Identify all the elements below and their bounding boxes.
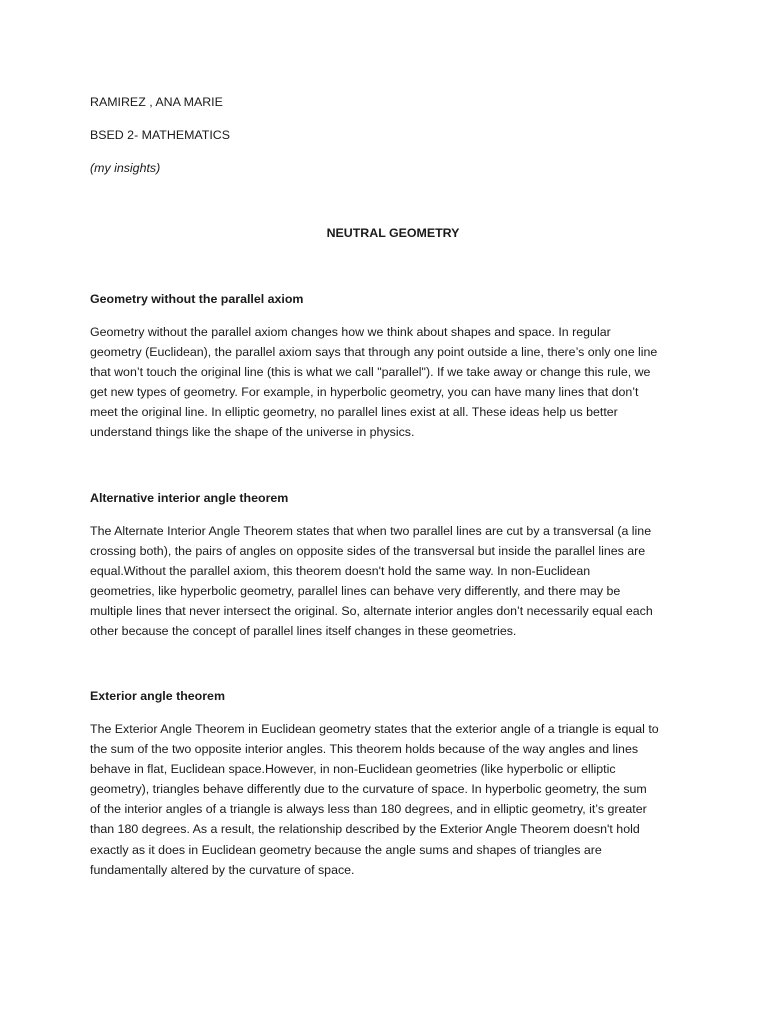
body-line: The Exterior Angle Theorem in Euclidean geometry states that the exterior angle of a triangle is equal to — [90, 722, 659, 736]
body-line: multiple lines that never intersect the original. So, alternate interior angles don’t necessarily equal each — [90, 604, 653, 619]
body-line: that won’t touch the original line (this is what we call "parallel"). If we take away or change this rule, we — [90, 365, 651, 380]
course-label: BSED 2- MATHEMATICS — [90, 128, 230, 142]
body-line: equal.Without the parallel axiom, this theorem doesn't hold the same way. In non-Euclidean — [90, 564, 591, 579]
body-line: the sum of the two opposite interior angles. This theorem holds because of the way angles and lines — [90, 742, 639, 757]
section-heading: Alternative interior angle theorem — [90, 491, 289, 505]
body-line: geometry), triangles behave differently due to the curvature of space. In hyperbolic geometry, the sum — [90, 782, 647, 797]
body-line: exactly as it does in Euclidean geometry because the angle sums and shapes of triangles are — [90, 842, 602, 857]
body-line: behave in flat, Euclidean space.However, in non-Euclidean geometries (like hyperbolic or elliptic — [90, 762, 616, 777]
section-body — [90, 322, 682, 443]
body-line: than 180 degrees. As a result, the relationship described by the Exterior Angle Theorem doesn't hold — [90, 822, 640, 837]
section-body — [90, 719, 682, 880]
insights-note: (my insights) — [90, 161, 161, 175]
section-heading: Geometry without the parallel axiom — [90, 292, 304, 306]
body-line: understand things like the shape of the universe in physics. — [90, 425, 415, 440]
body-line: of the interior angles of a triangle is always less than 180 degrees, and in elliptic geometry, it’s greater — [90, 802, 647, 817]
body-line: Geometry without the parallel axiom changes how we think about shapes and space. In regular — [90, 325, 611, 339]
document-title: NEUTRAL GEOMETRY — [326, 226, 460, 240]
body-line: meet the original line. In elliptic geometry, no parallel lines exist at all. These ideas help us better — [90, 405, 618, 420]
body-line: other because the concept of parallel lines itself changes in these geometries. — [90, 624, 517, 639]
body-line: The Alternate Interior Angle Theorem states that when two parallel lines are cut by a transversal (a line — [90, 524, 652, 538]
body-line: crossing both), the pairs of angles on opposite sides of the transversal but inside the parallel lines are — [90, 544, 646, 559]
body-line: fundamentally altered by the curvature of space. — [90, 862, 355, 877]
section-heading: Exterior angle theorem — [90, 689, 225, 703]
section-body — [90, 521, 682, 642]
body-line: get new types of geometry. For example, in hyperbolic geometry, you can have many lines that don’t — [90, 385, 639, 400]
author-name: RAMIREZ , ANA MARIE — [90, 95, 223, 109]
body-line: geometries, like hyperbolic geometry, parallel lines can behave very differently, and there may be — [90, 584, 621, 599]
body-line: geometry (Euclidean), the parallel axiom says that through any point outside a line, there’s only one line — [90, 345, 658, 360]
